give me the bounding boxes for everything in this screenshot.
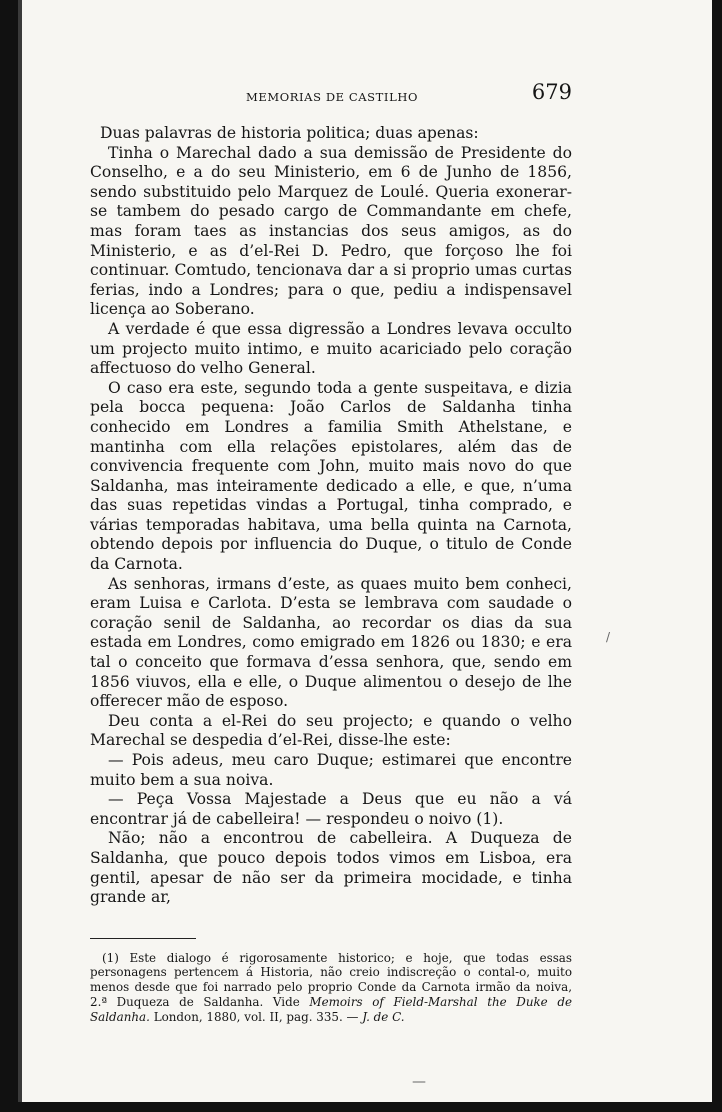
scan-speck: — xyxy=(412,1074,426,1090)
footnote-rule xyxy=(90,938,196,939)
body-text xyxy=(90,124,572,908)
footnote-text: (1) Este dialogo é rigorosamente historico; e hoje, que todas essas personagens pertencem á Historia, não creio indiscreção o contal-o, muito menos desde que foi narrado pelo proprio Conde da Carnota irmão da noiva, 2.ª Duqueza de Saldanha. Vide xyxy=(90,950,572,1010)
paragraph: Não; não a encontrou de cabelleira. A Duqueza de Saldanha, que pouco depois todos vimos em Lisboa, era gentil, apesar de não ser da primeira mocidade, e tinha grande ar, xyxy=(90,829,572,907)
dialogue-line: — Pois adeus, meu caro Duque; estimarei que encontre muito bem a sua noiva. xyxy=(90,751,572,789)
scan-right-edge xyxy=(712,0,722,1112)
footnote-citation: London, 1880, vol. II, pag. 335. — xyxy=(149,1009,363,1024)
paragraph: Duas palavras de historia politica; duas apenas: xyxy=(100,124,479,142)
footnote-book-title: Memoirs of Field-Marshal the Duke de Saldanha. xyxy=(90,995,572,1024)
footnote-author-initials: J. de C. xyxy=(362,1009,405,1024)
running-head xyxy=(90,80,572,116)
scan-bottom-edge xyxy=(0,1102,722,1112)
scan-speck: / xyxy=(606,630,611,644)
dialogue-line: — Peça Vossa Majestade a Deus que eu não a vá encontrar já de cabelleira! — respondeu o noivo (1). xyxy=(90,790,572,828)
paragraph: As senhoras, irmans d’este, as quaes muito bem conheci, eram Luisa e Carlota. D’esta se lembrava com saudade o coração senil de Saldanha, ao recordar os dias da sua estada em Londres, como emigrado em 1826 ou 1830; e era tal o conceito que formava d’essa senhora, que, sendo em 1856 viuvos, ella e elle, o Duque alimentou o desejo de lhe offerecer mão de esposo. xyxy=(90,574,572,711)
paragraph: O caso era este, segundo toda a gente suspeitava, e dizia pela bocca pequena: João Carlos de Saldanha tinha conhecido em Londres a familia Smith Athelstane, e mantinha com ella relações epistolares, além das de convivencia frequente com John, muito mais novo do que Saldanha, mas inteiramente dedicado a elle, e que, n’uma das suas repetidas vindas a Portugal, tinha comprado, e várias temporadas habitava, uma bella quinta na Carnota, obtendo depois por influencia do Duque, o titulo de Conde da Carnota. xyxy=(90,378,572,574)
paragraph: Deu conta a el-Rei do seu projecto; e quando o velho Marechal se despedia d’el-Rei, disse-lhe este: xyxy=(90,711,572,750)
book-page xyxy=(90,80,572,1037)
scan-left-edge-shadow xyxy=(18,0,22,1112)
running-title: MEMORIAS DE CASTILHO xyxy=(246,90,418,104)
page-number: 679 xyxy=(531,80,572,104)
paragraph: A verdade é que essa digressão a Londres levava occulto um projecto muito intimo, e muito acariciado pelo coração affectuoso do velho General. xyxy=(90,319,572,378)
paragraph: Tinha o Marechal dado a sua demissão de Presidente do Conselho, e a do seu Ministerio, em 6 de Junho de 1856, sendo substituido pelo Marquez de Loulé. Queria exonerar-se tambem do pesado cargo de Commandante em chefe, mas foram taes as instancias dos seus amigos, as do Ministerio, e as d’el-Rei D. Pedro, que forçoso lhe foi continuar. Comtudo, tencionava dar a si proprio umas curtas ferias, indo a Londres; para o que, pediu a indispensavel licença ao Soberano. xyxy=(90,143,572,319)
footnote xyxy=(90,951,572,1025)
